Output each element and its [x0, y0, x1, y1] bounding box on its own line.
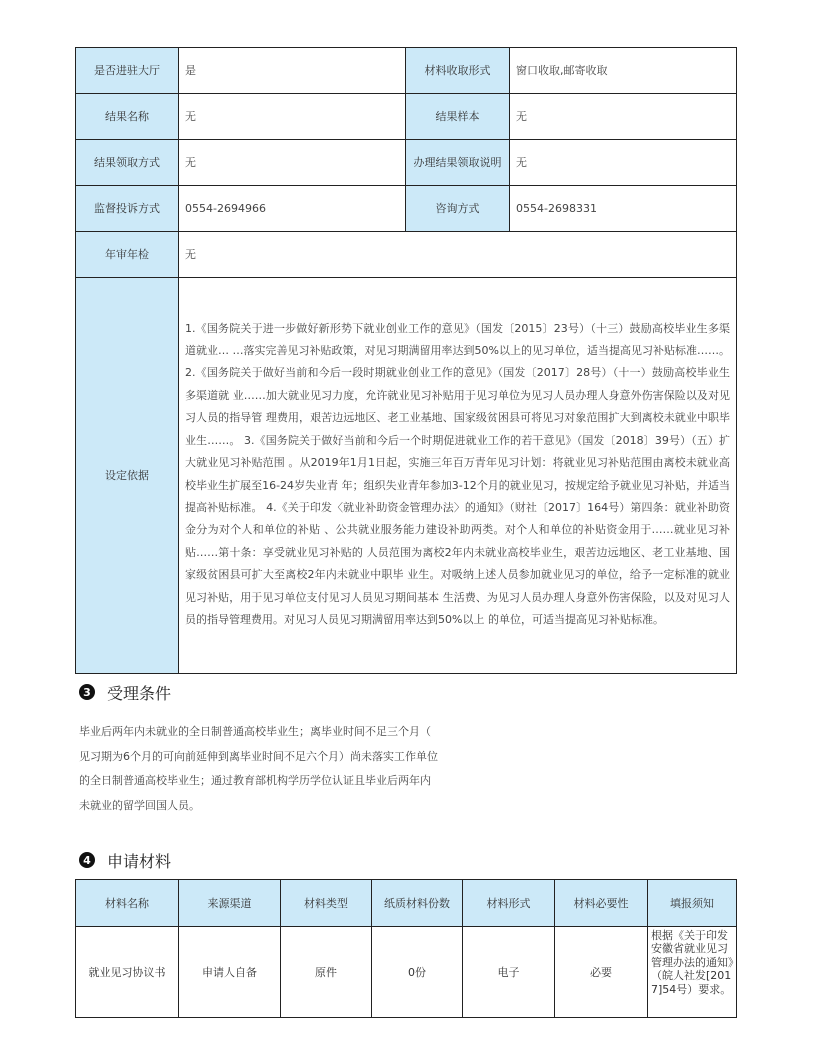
table-cell: 原件: [281, 927, 372, 1018]
column-header: 纸质材料份数: [372, 880, 463, 927]
info-row: [76, 232, 737, 278]
section-title: 申请材料: [107, 851, 172, 871]
conditions-line: 毕业后两年内未就业的全日制普通高校毕业生；离毕业时间不足三个月（: [79, 725, 431, 738]
conditions-line: 的全日制普通高校毕业生；通过教育部机构学历学位认证且毕业后两年内: [79, 774, 431, 787]
conditions-line: 未就业的留学回国人员。: [79, 798, 200, 812]
info-label: 监督投诉方式: [76, 186, 179, 232]
info-value: 0554-2698331: [510, 186, 737, 232]
info-value: 无: [179, 94, 406, 140]
column-header: 材料形式: [463, 880, 555, 927]
info-row: [76, 94, 737, 140]
column-header: 材料名称: [76, 880, 179, 927]
info-label: 结果样本: [406, 94, 510, 140]
info-label: 材料收取形式: [406, 48, 510, 94]
conditions-line: 见习期为6个月的可向前延伸到离毕业时间不足六个月）尚未落实工作单位: [79, 749, 438, 763]
info-value: 无: [510, 140, 737, 186]
section-title: 受理条件: [107, 683, 172, 703]
table-cell: 电子: [463, 927, 555, 1018]
column-header: 来源渠道: [179, 880, 281, 927]
annual-inspection-value: 无: [179, 232, 737, 278]
section-number-badge: 4: [79, 852, 95, 868]
materials-table: [75, 879, 737, 1018]
info-value: 无: [510, 94, 737, 140]
info-label: 结果名称: [76, 94, 179, 140]
info-row: [76, 140, 737, 186]
table-cell: 0份: [372, 927, 463, 1018]
table-row: [76, 927, 737, 1018]
info-value: 窗口收取,邮寄收取: [510, 48, 737, 94]
column-header: 填报须知: [648, 880, 737, 927]
info-value: 是: [179, 48, 406, 94]
info-value: 0554-2694966: [179, 186, 406, 232]
basis-text: 1.《国务院关于进一步做好新形势下就业创业工作的意见》（国发〔2015〕23号）（十三）鼓励高校毕业生多渠道就业… …落实完善见习补贴政策，对见习期满留用率达到50%以上的见习单位，适当提高见习补贴标准……。 2.《国务院关于做好当前和今后一段时期就业创业工作的意见》（国发〔2017〕28号）（十一）鼓励高校毕业生多渠道就 业……加大就业见习力度，允许就业见习补贴用于见习单位为见习人员办理人身意外伤害保险以及对见习人员的指导管 理费用，艰苦边远地区、老工业基地、国家级贫困县可将见习对象范围扩大到离校未就业中职毕业生……。 3.《国务院关于做好当前和今后一个时期促进就业工作的若干意见》（国发〔2018〕39号）（五）扩大就业见习补贴范围 。从2019年1月1日起，实施三年百万青年见习计划：将就业见习补贴范围由离校未就业高校毕业生扩展至16-24岁失业青 年；组织失业青年参加3-12个月的就业见习，按规定给予就业见习补贴，并适当提高补贴标准。 4.《关于印发〈就业补助资金管理办法〉的通知》（财社〔2017〕164号）第四条：就业补助资金分为对个人和单位的补贴 、公共就业服务能力建设补助两类。对个人和单位的补贴资金用于……就业见习补贴……第十条：享受就业见习补贴的 人员范围为离校2年内未就业高校毕业生，艰苦边远地区、老工业基地、国家级贫困县可扩大至离校2年内未就业中职毕 业生。对吸纳上述人员参加就业见习的单位，给予一定标准的就业见习补贴，用于见习单位支付见习人员见习期间基本 生活费、为见习人员办理人身意外伤害保险，以及对见习人员的指导管理费用。对见习人员见习期满留用率达到50%以上 的单位，可适当提高见习补贴标准。: [179, 278, 737, 674]
column-header: 材料必要性: [555, 880, 648, 927]
materials-header-row: [76, 880, 737, 927]
basis-row: [76, 278, 737, 674]
info-label: 是否进驻大厅: [76, 48, 179, 94]
info-row: [76, 186, 737, 232]
annual-inspection-label: 年审年检: [76, 232, 179, 278]
table-cell: 必要: [555, 927, 648, 1018]
column-header: 材料类型: [281, 880, 372, 927]
info-value: 无: [179, 140, 406, 186]
basis-label: 设定依据: [76, 278, 179, 674]
info-table: [75, 47, 737, 674]
info-label: 咨询方式: [406, 186, 510, 232]
conditions-text: [79, 720, 479, 818]
info-row: [76, 48, 737, 94]
section-number-badge: 3: [79, 684, 95, 700]
table-cell: 申请人自备: [179, 927, 281, 1018]
info-label: 办理结果领取说明: [406, 140, 510, 186]
section-heading-materials: [79, 849, 171, 871]
table-cell-note: 根据《关于印发安徽省就业见习管理办法的通知》（皖人社发[2017]54号）要求。: [648, 927, 737, 1018]
info-label: 结果领取方式: [76, 140, 179, 186]
table-cell: 就业见习协议书: [76, 927, 179, 1018]
section-heading-conditions: [79, 681, 171, 703]
